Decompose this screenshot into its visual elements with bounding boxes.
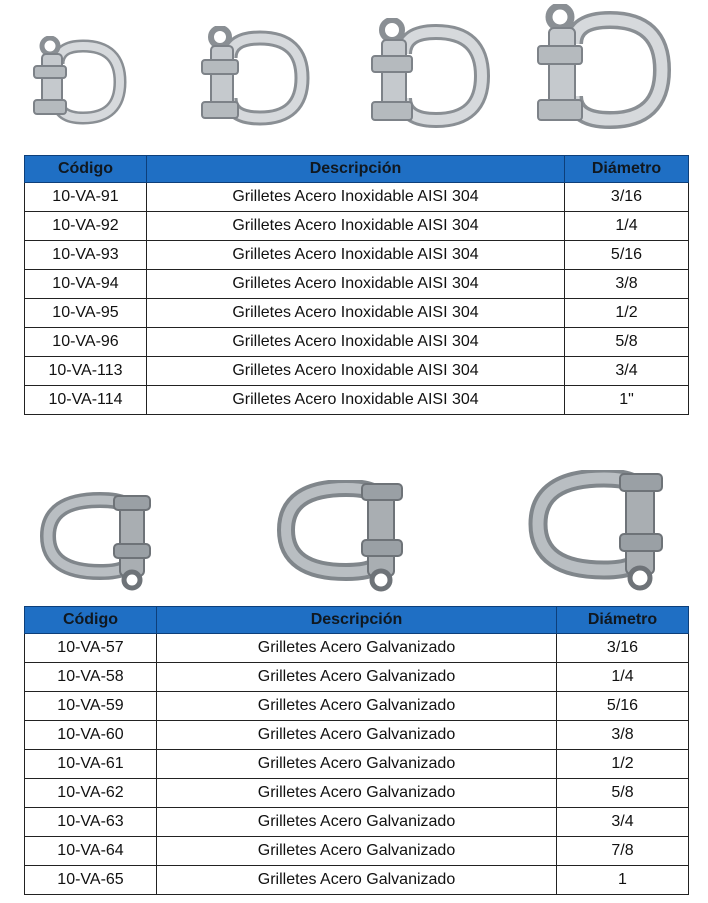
- cell-code: 10-VA-96: [25, 328, 147, 357]
- cell-code: 10-VA-60: [25, 721, 157, 750]
- table-row: [25, 212, 689, 241]
- cell-description: Grilletes Acero Inoxidable AISI 304: [147, 212, 565, 241]
- cell-diameter: 1: [557, 866, 689, 895]
- header-description: Descripción: [147, 156, 565, 183]
- cell-code: 10-VA-93: [25, 241, 147, 270]
- cell-code: 10-VA-114: [25, 386, 147, 415]
- cell-description: Grilletes Acero Inoxidable AISI 304: [147, 299, 565, 328]
- cell-description: Grilletes Acero Galvanizado: [157, 721, 557, 750]
- cell-diameter: 3/16: [557, 634, 689, 663]
- cell-code: 10-VA-58: [25, 663, 157, 692]
- cell-diameter: 5/16: [557, 692, 689, 721]
- shackle-galvanized-icon: [270, 480, 410, 592]
- cell-diameter: 1/4: [565, 212, 689, 241]
- table-header-row: [25, 156, 689, 183]
- table-row: [25, 241, 689, 270]
- cell-code: 10-VA-91: [25, 183, 147, 212]
- cell-diameter: 3/8: [557, 721, 689, 750]
- galvanized-shackle-table: [24, 606, 689, 895]
- cell-diameter: 3/16: [565, 183, 689, 212]
- cell-diameter: 3/4: [565, 357, 689, 386]
- table-row: [25, 750, 689, 779]
- table-row: [25, 721, 689, 750]
- cell-description: Grilletes Acero Inoxidable AISI 304: [147, 357, 565, 386]
- cell-diameter: 1/2: [557, 750, 689, 779]
- cell-diameter: 1": [565, 386, 689, 415]
- table-row: [25, 299, 689, 328]
- shackle-galvanized-icon: [522, 470, 672, 592]
- shackle-stainless-icon: [366, 18, 491, 134]
- cell-code: 10-VA-59: [25, 692, 157, 721]
- cell-description: Grilletes Acero Galvanizado: [157, 808, 557, 837]
- table-row: [25, 808, 689, 837]
- cell-code: 10-VA-113: [25, 357, 147, 386]
- table-header-row: [25, 607, 689, 634]
- cell-code: 10-VA-92: [25, 212, 147, 241]
- cell-diameter: 3/4: [557, 808, 689, 837]
- table-row: [25, 357, 689, 386]
- cell-description: Grilletes Acero Inoxidable AISI 304: [147, 241, 565, 270]
- cell-description: Grilletes Acero Galvanizado: [157, 837, 557, 866]
- cell-code: 10-VA-64: [25, 837, 157, 866]
- cell-diameter: 5/16: [565, 241, 689, 270]
- cell-description: Grilletes Acero Galvanizado: [157, 779, 557, 808]
- shackle-galvanized-icon: [34, 492, 156, 592]
- cell-diameter: 1/2: [565, 299, 689, 328]
- cell-description: Grilletes Acero Galvanizado: [157, 866, 557, 895]
- cell-code: 10-VA-62: [25, 779, 157, 808]
- table-row: [25, 270, 689, 299]
- table-row: [25, 386, 689, 415]
- table-row: [25, 634, 689, 663]
- cell-description: Grilletes Acero Galvanizado: [157, 634, 557, 663]
- table-row: [25, 837, 689, 866]
- cell-description: Grilletes Acero Inoxidable AISI 304: [147, 183, 565, 212]
- cell-code: 10-VA-63: [25, 808, 157, 837]
- table-row: [25, 663, 689, 692]
- cell-diameter: 5/8: [557, 779, 689, 808]
- cell-description: Grilletes Acero Inoxidable AISI 304: [147, 386, 565, 415]
- cell-description: Grilletes Acero Inoxidable AISI 304: [147, 270, 565, 299]
- table-row: [25, 328, 689, 357]
- cell-code: 10-VA-65: [25, 866, 157, 895]
- header-code: Código: [25, 156, 147, 183]
- cell-diameter: 5/8: [565, 328, 689, 357]
- shackle-stainless-icon: [196, 26, 311, 130]
- table-row: [25, 866, 689, 895]
- cell-code: 10-VA-61: [25, 750, 157, 779]
- cell-description: Grilletes Acero Inoxidable AISI 304: [147, 328, 565, 357]
- table-row: [25, 183, 689, 212]
- header-diameter: Diámetro: [557, 607, 689, 634]
- cell-description: Grilletes Acero Galvanizado: [157, 750, 557, 779]
- header-code: Código: [25, 607, 157, 634]
- stainless-shackle-table: [24, 155, 689, 415]
- cell-diameter: 1/4: [557, 663, 689, 692]
- shackle-stainless-icon: [532, 4, 672, 136]
- table-row: [25, 692, 689, 721]
- cell-code: 10-VA-95: [25, 299, 147, 328]
- cell-code: 10-VA-94: [25, 270, 147, 299]
- table-row: [25, 779, 689, 808]
- header-description: Descripción: [157, 607, 557, 634]
- cell-description: Grilletes Acero Galvanizado: [157, 692, 557, 721]
- cell-code: 10-VA-57: [25, 634, 157, 663]
- shackle-stainless-icon: [28, 36, 128, 128]
- header-diameter: Diámetro: [565, 156, 689, 183]
- cell-description: Grilletes Acero Galvanizado: [157, 663, 557, 692]
- cell-diameter: 7/8: [557, 837, 689, 866]
- cell-diameter: 3/8: [565, 270, 689, 299]
